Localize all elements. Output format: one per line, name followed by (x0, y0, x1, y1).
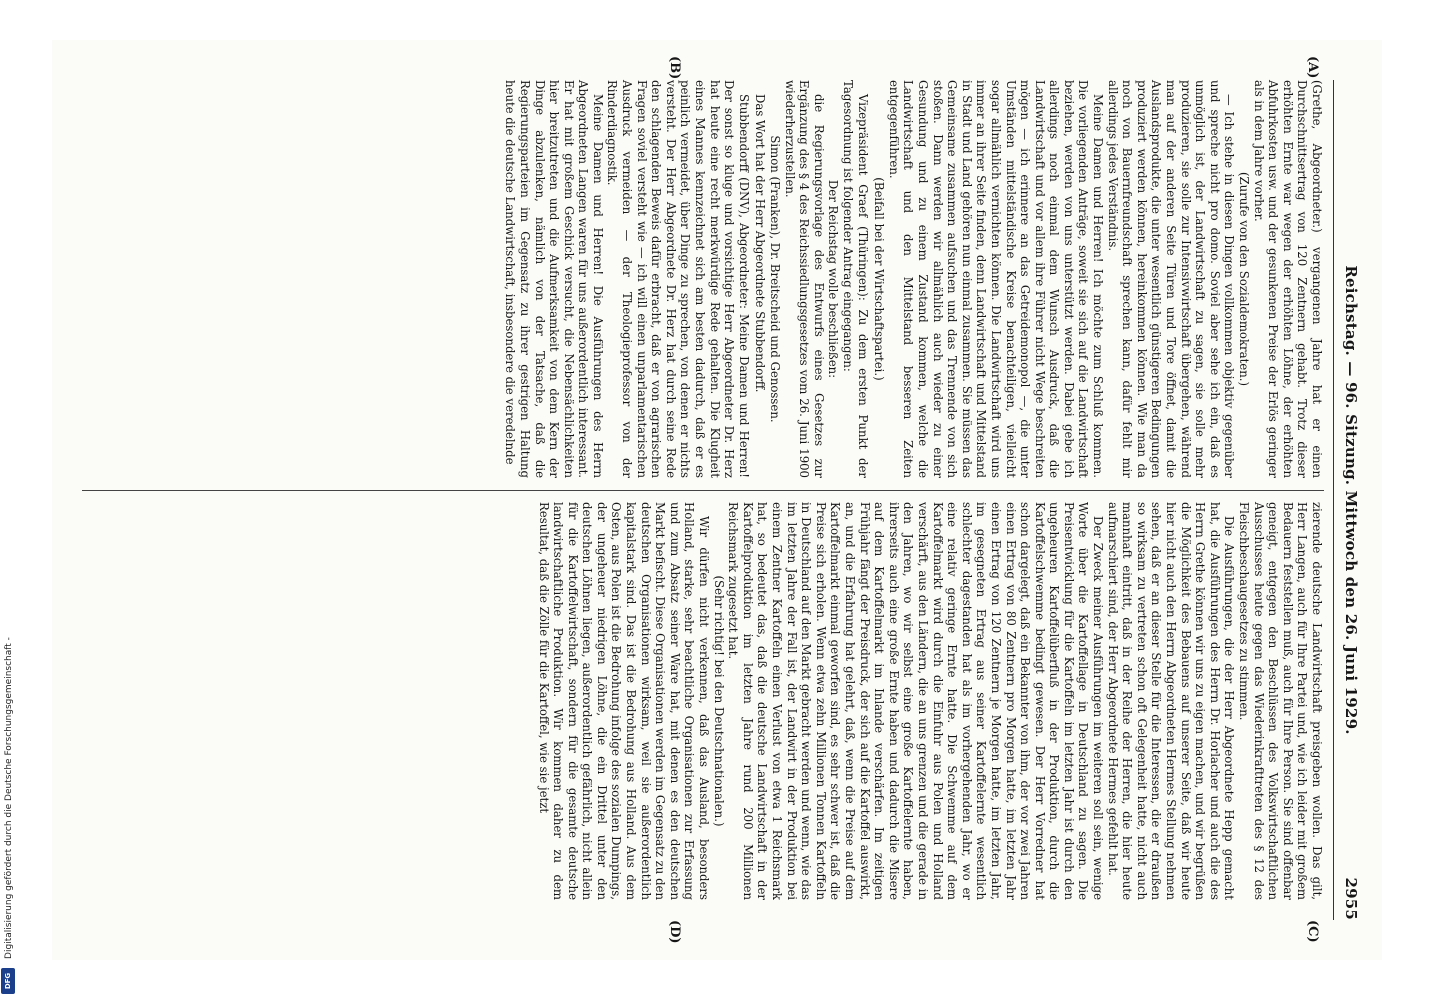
motion-heading: Der Reichstag wolle beschließen: (826, 179, 841, 379)
margin-mark-c: (C) (1305, 920, 1320, 943)
running-title: Reichstag. — 96. Sitzung. Mittwoch den 26. Juni 1929. (1342, 265, 1360, 735)
speech-paragraph: Meine Damen und Herren! Die Ausführungen des Herrn Abgeordneten Langen waren für uns außerordentlich interessant. Er hat mit großem Geschick versucht, die Nebensächlichkeiten hier breitzutreten und die Aufmerksamkeit von dem Kern der Dinge abzulenken, nämlich von der Tatsache, daß die Regierungsparteien im Gegensatz zu ihrer gestrigen Haltung heute die deutsche Landwirtschaft, insbesondere die veredelnde (503, 80, 605, 478)
interjection: (Zurufe von den Sozialdemokraten.) (1237, 171, 1252, 387)
page-number: 2955 (1342, 877, 1360, 920)
paragraph: Die Ausführungen, die der Herr Abgeordnete Hepp gemacht hat, die Ausführungen des Herrn Dr. Horlacher und auch die des Herrn Grethe können wir uns zu eigen machen, und wir begrüßen die Möglichkeit des Bebauens auf unserer Seite, daß wir heute hier nicht auch den Herrn Abgeordneten Hermes Stellung nehmen sehen, daß er an dieser Stelle für die Interessen, die er draußen so wirksam zu vertreten schon oft Gelegenheit hatte, nicht auch mannhaft eintritt, daß in der Reihe der Herren, die hier heute aufmarschiert sind, der Herr Abgeordnete Hermes gefehlt hat. (1105, 502, 1237, 900)
motion-signatories: Simon (Franken), Dr. Breitscheid und Genossen. (768, 135, 783, 423)
dfg-logo-text: DFG (4, 972, 12, 990)
right-column (82, 502, 1324, 900)
paragraph: zierende deutsche Landwirtschaft preisgeben wollen. Das gilt, Herr Langen, auch für Ihre Partei und, wie ich leider mit großem Bedauern feststellen muß, auch für Ihre Person. Sie sind offenbar geneigt, entgegen den Beschlüssen des Volkswirtschaftlichen Ausschusses heute gegen das Wiederinkrafttreten des § 12 des Fleischbeschaugesetzes zu stimmen. (1237, 502, 1324, 900)
paragraph: — Ich stehe in diesen Dingen vollkommen objektiv gegenüber und spreche nicht pro domo. Soviel aber sehe ich ein, daß es unmöglich ist, der Landwirtschaft zu sagen, sie solle mehr produzieren, sie solle zur Intensivwirtschaft übergehen, während man auf der anderen Seite Türen und Tore öffnet, damit die Auslandsprodukte, die unter wesentlich günstigeren Bedingungen produziert werden können, hereinkommen können. Wie man da noch von Bauernfreundschaft sprechen kann, dafür fehlt mir allerdings jedes Verständnis. (1105, 80, 1237, 478)
digitization-note (2, 606, 16, 990)
speech-paragraph: Stubbendorff (DNV), Abgeordneter: Meine Damen und Herren! Der sonst so kluge und vorsichtige Herr Abgeordneter Dr. Herz hat heute eine recht merkwürdige Rede gehalten. Die Klugheit eines Mannes kennzeichnet sich am besten dadurch, daß er es peinlich vermeidet, über Dinge zu sprechen, von denen er nichts versteht. Der Herr Abgeordnete Dr. Herz hat durch seine Rede den schlagenden Beweis dafür erbracht, daß er von agrarischen Fragen soviel versteht wie — ich will einen unparlamentarischen Ausdruck vermeiden — der Theologieprofessor von der Rinderdiagnostik. (605, 80, 751, 478)
paragraph: Das Wort hat der Herr Abgeordnete Stubbendorff. (753, 94, 768, 393)
paragraph: (Grethe, Abgeordneter.) vergangenen Jahre hat er einen Durchschnittsertrag von 120 Zentnern gehabt. Trotz dieser erhöhten Ernte war wegen der erhöhten Löhne, der erhöhten Abfuhrkosten usw. und der gesunkenen Preise der Erlös geringer als in dem Jahre vorher. (1251, 80, 1324, 478)
margin-mark-b: (B) (667, 56, 682, 80)
margin-mark-a: (A) (1305, 56, 1320, 79)
header-rule (1333, 80, 1334, 920)
interjection: (Beifall bei der Wirtschaftspartei.) (872, 177, 887, 381)
digitization-note-text: Digitalisierung gefördert durch die Deutsche Forschungsgemeinschaft - (4, 637, 14, 959)
motion-text: die Regierungsvorlage des Entwurfs eines Gesetzes zur Ergänzung des § 4 des Reichssiedlungsgesetzes vom 26. Juni 1900 wiederherzustellen. (782, 80, 826, 478)
paragraph: Wir dürfen nicht verkennen, daß das Ausland, besonders Holland, starke, sehr beachtliche Organisationen zur Erfassung und zum Absatz seiner Ware hat, mit denen es den deutschen Markt befischt. Diese Organisationen werden im Gegensatz zu den deutschen Organisationen wirksam, weil sie außerordentlich kapitalstark sind. Das ist die Bedrohung aus Holland. Aus dem Osten, aus Polen ist die Bedrohung infolge des sozialen Dumpings, der ungeheuer niedrigen Löhne, die ein Drittel unter den deutschen Löhnen liegen, außerordentlich gefährlich, nicht allein für die Kartoffelwirtschaft, sondern für die gesamte deutsche landwirtschaftliche Produktion. Wir kommen daher zu dem Resultat, daß die Zölle für die Kartoffel, wie sie jetzt (536, 502, 712, 900)
margin-mark-d: (D) (667, 920, 682, 944)
dfg-logo (1, 968, 15, 994)
document-page (52, 40, 1382, 960)
paragraph: Vizepräsident Graef (Thüringen): Zu dem ersten Punkt der Tagesordnung ist folgender Antrag eingegangen: (841, 80, 870, 478)
paragraph: Der Zweck meiner Ausführungen im weiteren soll sein, wenige Worte über die Kartoffellage in Deutschland zu sagen. Die Preisentwicklung für die Kartoffeln im letzten Jahr ist durch den ungeheuren Kartoffelüberfluß in der Produktion, durch die Kartoffelschwemme bedingt gewesen. Der Herr Vorredner hat schon dargelegt, daß ein Bekannter von ihm, der vor zwei Jahren einen Ertrag von 80 Zentnern pro Morgen hatte, im letzten Jahr einen Ertrag von 120 Zentnern je Morgen hatte, im letzten Jahr, im gesegneten Ertrag aus seiner Kartoffelernte wesentlich schlechter dagestanden hat als im vorhergehenden Jahr, wo er eine relativ geringe Ernte hatte. Die Schwemme auf dem Kartoffelmarkt wird durch die Einfuhr aus Polen und Holland verschärft, aus den Ländern, die an uns grenzen und die gerade in den Jahren, wo wir selbst eine große Kartoffelernte haben, ihrerseits auch eine große Ernte haben und dadurch die Misere auf dem Kartoffelmarkt im Inlande verschärfen. Im zeitigen Frühjahr fängt der Preisdruck, der sich auf die Kartoffel auswirkt, an, und die Erfahrung hat gelehrt, daß, wenn die Preise auf dem Kartoffelmarkt einmal geworfen sind, es sehr schwer ist, daß die Preise sich erholen. Wenn etwa zehn Millionen Tonnen Kartoffeln in Deutschland auf den Markt gebracht werden und wenn, wie das im letzten Jahre der Fall ist, der Landwirt in der Produktion bei einem Zentner Kartoffeln einen Verlust von etwa 1 Reichsmark hat, so bedeutet das, daß die deutsche Landwirtschaft in der Kartoffelproduktion im letzten Jahre rund 200 Millionen Reichsmark zugesetzt hat. (726, 502, 1106, 900)
column-divider (82, 490, 1324, 491)
interjection: (Sehr richtig! bei den Deutschnationalen.) (711, 575, 726, 827)
left-column (82, 80, 1324, 478)
page-header (1336, 80, 1360, 920)
paragraph: Meine Damen und Herren! Ich möchte zum Schluß kommen. Die vorliegenden Anträge, soweit sie sich auf die Landwirtschaft beziehen, werden von uns unterstützt werden. Dabei gebe ich allerdings noch einmal dem Wunsch Ausdruck, daß die Landwirtschaft und vor allem ihre Führer nicht Wege beschreiten mögen — ich erinnere an das Getreidemonopol —, die unter Umständen mittelständische Kreise benachteiligen, vielleicht sogar allmählich vernichten können. Die Landwirtschaft wird uns immer an ihrer Seite finden, denn Landwirtschaft und Mittelstand in Stadt und Land gehören nun einmal zusammen. Sie müssen das Gemeinsame zusammen aufsuchen und das Trennende von sich stoßen. Dann werden wir allmählich auch wieder zu einer Gesundung und zu einem Zustand kommen, welche die Landwirtschaft und den Mittelstand besseren Zeiten entgegenführen. (886, 80, 1106, 478)
